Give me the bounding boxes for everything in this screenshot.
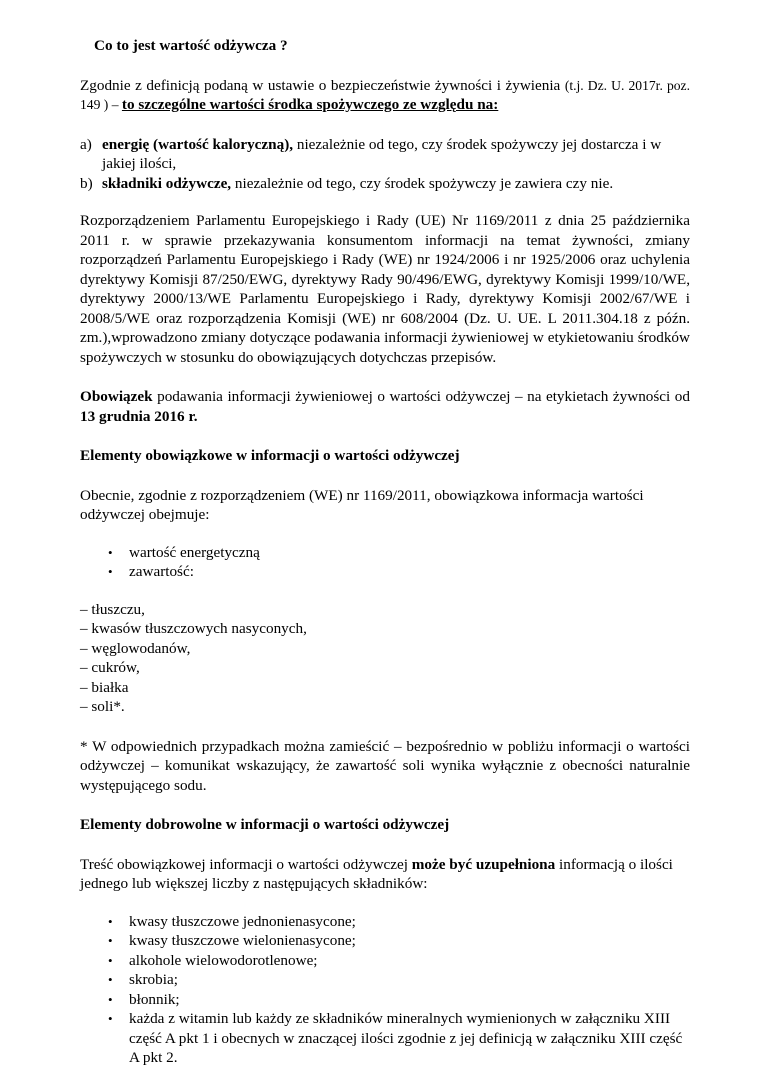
list-item bbox=[80, 174, 690, 194]
definition-paragraph bbox=[80, 76, 690, 115]
obligation-text: podawania informacji żywieniowej o wartości odżywczej – na etykietach żywności od bbox=[152, 388, 690, 405]
list-item: • kwasy tłuszczowe jednonienasycone; bbox=[80, 912, 690, 932]
list-item: • alkohole wielowodorotlenowe; bbox=[80, 951, 690, 971]
list-item: – białka bbox=[80, 678, 129, 696]
voluntary-intro-text-2: informacją o ilości jednego lub większej liczby z następujących składników: bbox=[80, 855, 673, 892]
list-item: • błonnik; bbox=[80, 990, 690, 1010]
mandatory-intro: Obecnie, zgodnie z rozporządzeniem (WE) nr 1169/2011, obowiązkowa informacja wartości odżywczej obejmuje: bbox=[80, 486, 644, 523]
list-item-bold: energię (wartość kaloryczną), bbox=[102, 135, 294, 153]
obligation-date: 13 grudnia 2016 r. bbox=[80, 407, 198, 425]
list-item: • każda z witamin lub każdy ze składników mineralnych wymienionych w załączniku XIII część A pkt 1 i obecnych w znaczącej ilości zgodnie z jej definicją w załączniku XIII część A pkt 2. bbox=[80, 1009, 690, 1068]
voluntary-intro-bold: może być uzupełniona bbox=[411, 855, 556, 873]
document-title: Co to jest wartość odżywcza ? bbox=[94, 37, 288, 54]
list-item: – tłuszczu, bbox=[80, 600, 145, 618]
legal-reference: (t.j. Dz. U. 2017r. poz. 149 ) – bbox=[80, 77, 690, 112]
definition-emphasis: to szczególne wartości środka spożywczego ze względu na: bbox=[121, 96, 499, 113]
obligation-paragraph bbox=[80, 387, 690, 426]
list-item-bold: składniki odżywcze, bbox=[102, 174, 232, 192]
definition-text: Zgodnie z definicją podaną w ustawie o bezpieczeństwie żywności i żywienia bbox=[80, 76, 565, 94]
regulation-paragraph: Rozporządzeniem Parlamentu Europejskiego i Rady (UE) Nr 1169/2011 z dnia 25 października 2011 r. w sprawie przekazywania konsumentom informacji na temat żywności, zmiany rozporządzeń Parlamentu Europejskiego i Rady (WE) nr 1924/2006 i nr 1925/2006 oraz uchylenia dyrektywy Komisji 87/250/EWG, dyrektywy Rady 90/496/EWG, dyrektywy Komisji 1999/10/WE, dyrektywy 2000/13/WE Parlamentu Europejskiego i Rady, dyrektywy Komisji 2002/67/WE i 2008/5/WE oraz rozporządzenia Komisji (WE) nr 608/2004 (Dz. U. UE. L 2011.304.18 z późn. zm.),wprowadzono zmiany dotyczące podawania informacji żywieniowej w etykietowaniu środków spożywczych w stosunku do obowiązujących dotychczas przepisów. bbox=[80, 212, 690, 366]
list-item: • zawartość: bbox=[80, 562, 690, 582]
voluntary-bullet-list bbox=[80, 912, 690, 1068]
list-item bbox=[80, 135, 690, 174]
mandatory-bullet-list bbox=[80, 543, 690, 582]
voluntary-intro-text: Treść obowiązkowej informacji o wartości odżywczej bbox=[80, 855, 412, 873]
heading-voluntary-text: Elementy dobrowolne w informacji o wartości odżywczej bbox=[80, 816, 450, 833]
list-item: – cukrów, bbox=[80, 659, 140, 676]
list-item: • skrobia; bbox=[80, 970, 690, 990]
salt-footnote: * W odpowiednich przypadkach można zamieścić – bezpośrednio w pobliżu informacji o wartości odżywczej – komunikat wskazujący, że zawartość soli wynika wyłącznie z obecności naturalnie występującego sodu. bbox=[80, 737, 690, 794]
nutrient-dash-list bbox=[80, 600, 690, 717]
document-page bbox=[80, 36, 690, 1086]
list-item-text: niezależnie od tego, czy środek spożywczy je zawiera czy nie. bbox=[231, 174, 614, 192]
list-item: – węglowodanów, bbox=[80, 639, 191, 657]
list-item: • wartość energetyczną bbox=[80, 543, 690, 563]
list-marker: b) bbox=[80, 174, 93, 192]
list-item-text: niezależnie od tego, czy środek spożywczy jej dostarcza i w jakiej ilości, bbox=[102, 135, 662, 172]
list-marker: a) bbox=[80, 135, 92, 153]
list-item: – soli*. bbox=[80, 698, 125, 715]
definition-list bbox=[80, 135, 690, 194]
heading-mandatory bbox=[80, 446, 690, 466]
voluntary-intro bbox=[80, 855, 690, 894]
list-item: – kwasów tłuszczowych nasyconych, bbox=[80, 620, 307, 637]
heading-mandatory-text: Elementy obowiązkowe w informacji o wartości odżywczej bbox=[80, 447, 460, 464]
obligation-bold: Obowiązek bbox=[80, 388, 153, 405]
heading-voluntary bbox=[80, 815, 690, 835]
list-item: • kwasy tłuszczowe wielonienasycone; bbox=[80, 931, 690, 951]
